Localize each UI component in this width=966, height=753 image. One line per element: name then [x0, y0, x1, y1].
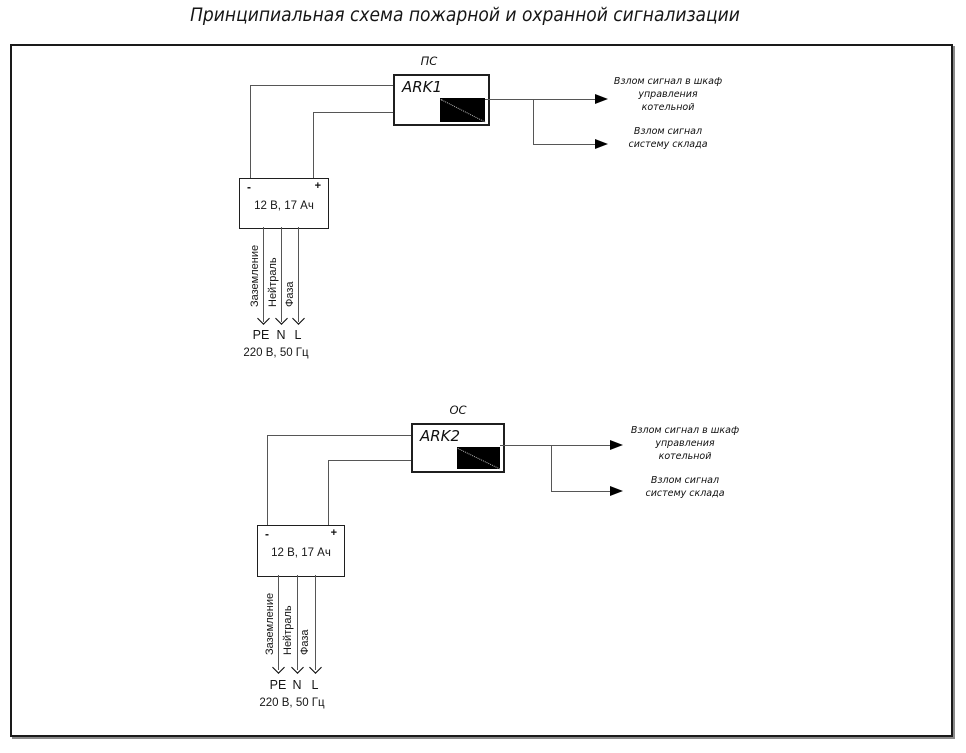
wire — [533, 144, 596, 145]
wire — [297, 575, 298, 670]
mains-rating-label: 220 В, 50 Гц — [243, 347, 309, 359]
diagram-frame — [10, 44, 953, 737]
output-signal-line: котельной — [658, 451, 712, 462]
wire — [267, 435, 411, 436]
output-signal-label — [615, 474, 755, 500]
wire — [328, 460, 411, 461]
wire — [533, 99, 534, 144]
output-signal-line: Взлом сигнал — [650, 475, 720, 486]
output-signal-label — [615, 424, 755, 463]
wire — [250, 85, 393, 86]
battery-capacity-label: 12 В, 17 Ач — [271, 547, 331, 559]
wire-label-ground: Заземление — [264, 592, 276, 655]
battery-plus-terminal: + — [330, 527, 337, 539]
battery-minus-terminal: - — [265, 527, 269, 541]
wire-label-phase: Фаза — [299, 629, 311, 655]
wire — [315, 575, 316, 670]
wire — [551, 491, 610, 492]
wire — [313, 112, 314, 178]
output-signal-line: Взлом сигнал в шкаф — [630, 425, 740, 436]
terminal-l: L — [294, 328, 302, 342]
battery-plus-terminal: + — [314, 180, 321, 192]
device-name: ARK2 — [420, 427, 461, 445]
wire — [281, 227, 282, 322]
output-signal-line: Взлом сигнал — [633, 126, 703, 137]
terminal-l: L — [311, 678, 319, 692]
output-signal-label — [598, 75, 738, 114]
output-signal-line: Взлом сигнал в шкаф — [613, 76, 723, 87]
mains-rating-label: 220 В, 50 Гц — [259, 697, 325, 709]
output-signal-label — [598, 125, 738, 151]
system-type-label: ПС — [420, 54, 438, 68]
battery-box — [239, 178, 329, 229]
output-signal-line: систему склада — [628, 139, 708, 150]
terminal-pe: PE — [252, 328, 270, 342]
terminal-pe: PE — [269, 678, 287, 692]
terminal-n: N — [292, 678, 302, 692]
wire — [267, 435, 268, 525]
wire — [278, 575, 279, 670]
wire-label-neutral: Нейтраль — [282, 605, 294, 655]
wire-label-neutral: Нейтраль — [267, 257, 279, 307]
wire — [328, 460, 329, 525]
output-signal-line: управления — [638, 89, 698, 100]
wire — [500, 445, 610, 446]
battery-box — [257, 525, 345, 577]
diagram-title: Принципиальная схема пожарной и охранной сигнализации — [190, 4, 740, 26]
wire — [298, 227, 299, 322]
output-signal-line: систему склада — [645, 488, 725, 499]
wire-label-ground: Заземление — [249, 244, 261, 307]
system-type-label: ОС — [449, 403, 467, 417]
wire — [551, 445, 552, 491]
battery-capacity-label: 12 В, 17 Ач — [254, 200, 314, 212]
wire — [250, 85, 251, 178]
wire-label-phase: Фаза — [284, 281, 296, 307]
device-name: ARK1 — [402, 78, 443, 96]
wire — [485, 99, 596, 100]
wire — [313, 112, 393, 113]
output-signal-line: управления — [655, 438, 715, 449]
wire — [263, 227, 264, 322]
output-signal-line: котельной — [641, 102, 695, 113]
battery-minus-terminal: - — [247, 180, 251, 194]
terminal-n: N — [276, 328, 286, 342]
